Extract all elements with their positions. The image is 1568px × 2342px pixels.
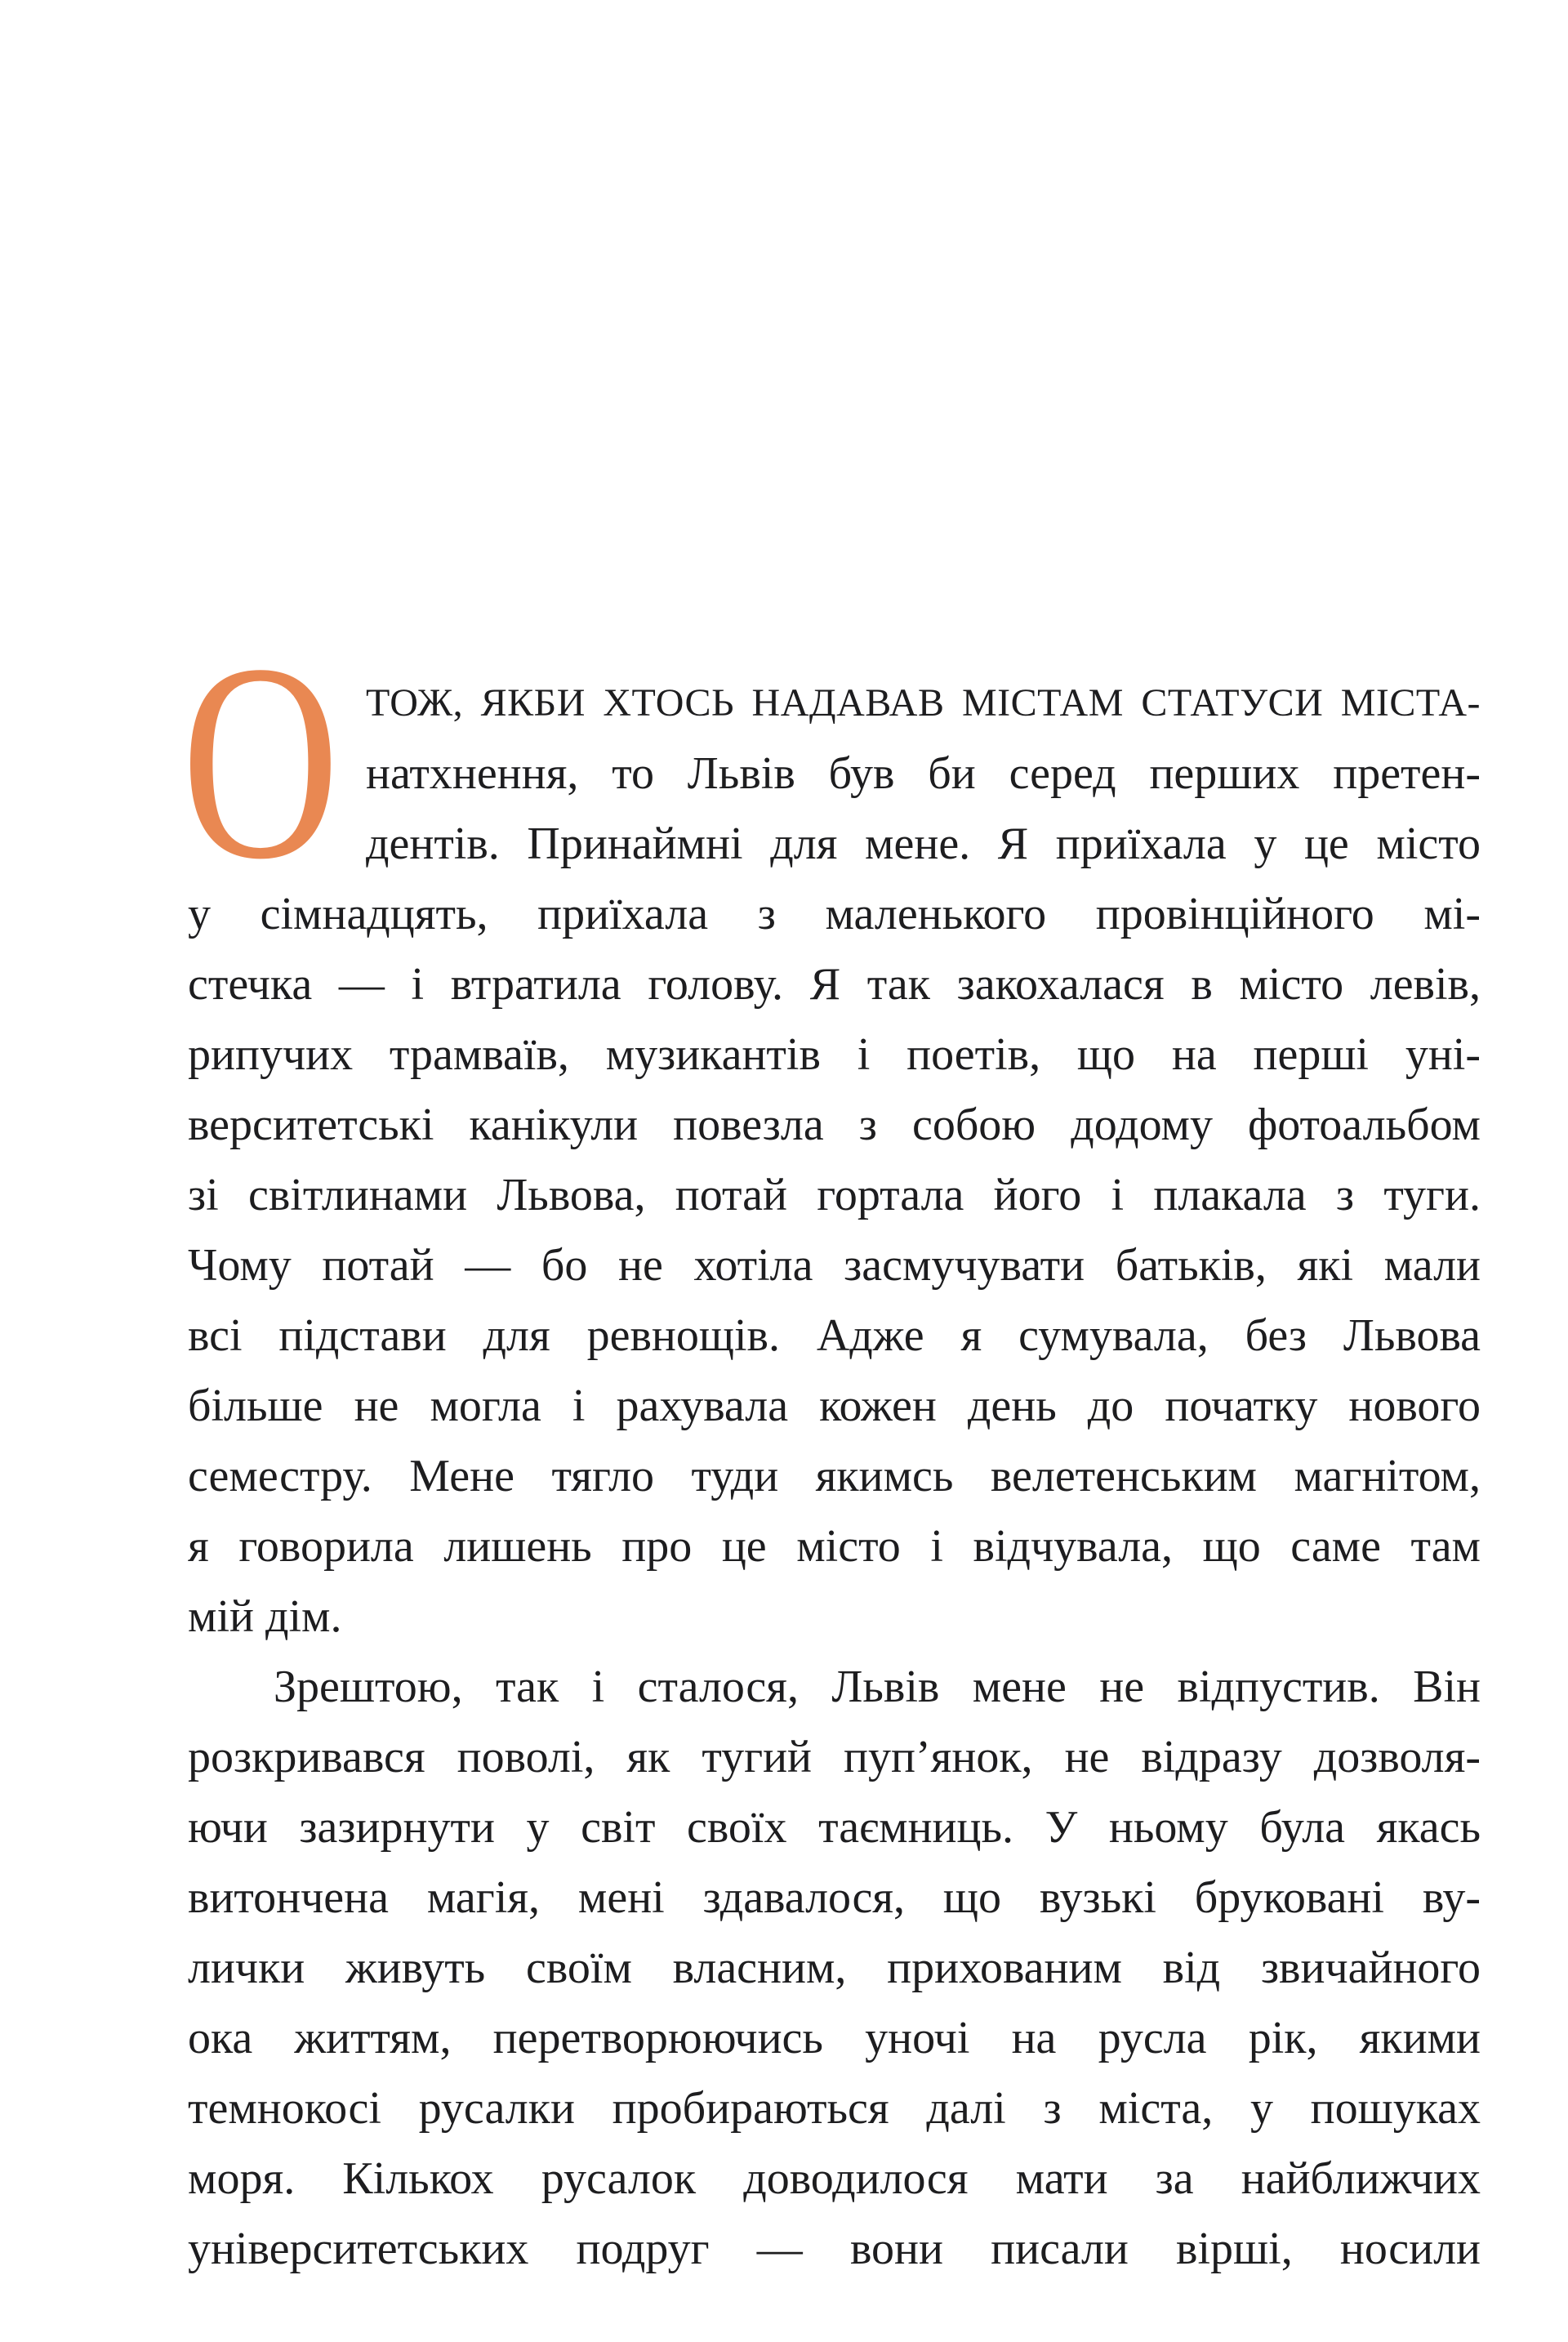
text-line: верситетські канікули повезла з собою додому фотоальбом — [188, 1100, 1481, 1150]
text-line: зі світлинами Львова, потай гортала його і плакала з туги. — [188, 1170, 1481, 1220]
text-content — [188, 668, 1481, 2284]
text-line: дентів. Принаймні для мене. Я приїхала у це місто — [366, 819, 1481, 869]
text-line: всі підстави для ревнощів. Адже я сумувала, без Львова — [188, 1310, 1481, 1361]
text-line: Зрештою, так і сталося, Львів мене не відпустив. Він — [274, 1662, 1481, 1712]
text-line: розкривався поволі, як тугий пуп’янок, не відразу дозволя- — [188, 1732, 1481, 1782]
text-line: ючи зазирнути у світ своїх таємниць. У ньому була якась — [188, 1802, 1481, 1853]
text-line: ока життям, перетворюючись уночі на русла рік, якими — [188, 2013, 1481, 2063]
text-line: витончена магія, мені здавалося, що вузькі бруковані ву- — [188, 1872, 1481, 1923]
text-block — [181, 606, 1481, 2284]
text-line: мій дім. — [188, 1591, 342, 1642]
text-line: семестру. Мене тягло туди якимсь велетенським магнітом, — [188, 1451, 1481, 1501]
text-line: темнокосі русалки пробираються далі з міста, у пошуках — [188, 2083, 1481, 2134]
text-line: рипучих трамваїв, музикантів і поетів, що на перші уні- — [188, 1029, 1481, 1080]
text-line: лички живуть своїм власним, прихованим від звичайного — [188, 1943, 1481, 1993]
text-line: університетських подруг — вони писали вірші, носили — [188, 2224, 1481, 2274]
dropcap-letter: О — [181, 606, 340, 917]
dropcap — [181, 606, 366, 917]
text-line: ТОЖ, ЯКБИ ХТОСЬ НАДАВАВ МІСТАМ СТАТУСИ МІСТА- — [366, 681, 1481, 725]
text-line: натхнення, то Львів був би серед перших претен- — [366, 748, 1481, 799]
text-line: більше не могла і рахувала кожен день до початку нового — [188, 1381, 1481, 1431]
text-line: я говорила лишень про це місто і відчувала, що саме там — [188, 1521, 1481, 1572]
text-line: у сімнадцять, приїхала з маленького провінційного мі- — [188, 889, 1481, 939]
text-line: стечка — і втратила голову. Я так закохалася в місто левів, — [188, 959, 1481, 1010]
text-line: моря. Кількох русалок доводилося мати за найближчих — [188, 2153, 1481, 2204]
text-line: Чому потай — бо не хотіла засмучувати батьків, які мали — [188, 1240, 1481, 1291]
